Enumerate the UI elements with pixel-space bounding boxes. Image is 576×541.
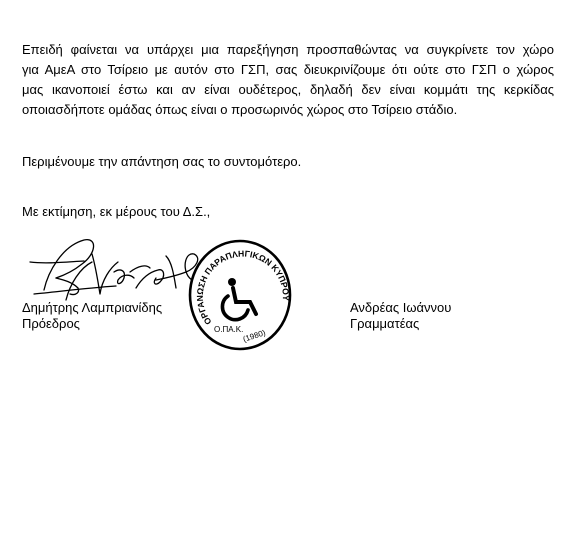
letter-paragraph-1 [22, 40, 554, 120]
paragraph-1-line-1: Επειδή φαίνεται να υπάρχει μια παρεξήγηση προσπαθώντας να συγκρίνετε τον χώρο [22, 42, 554, 57]
organisation-stamp [186, 238, 294, 352]
paragraph-1-line-3: μας ικανοποιεί έστω και αν είναι ουδέτερος, δηλαδή δεν είναι κομμάτι της κερκίδας [22, 82, 554, 97]
president-signature [26, 232, 211, 304]
left-signatory-name: Δημήτρης Λαμπριανίδης [22, 300, 163, 315]
right-signatory-name: Ανδρέας Ιωάννου [350, 300, 452, 315]
left-signatory [22, 300, 162, 332]
stamp-abbreviation: Ο.ΠΑ.Κ. [214, 325, 244, 334]
stamp-year: (1980) [241, 328, 267, 344]
paragraph-1-line-2: για ΑμεΑ στο Τσίρειο με αυτόν στο ΓΣΠ, σας διευκρινίζουμε ότι ούτε στο ΓΣΠ ο χώρος [22, 62, 554, 77]
right-signatory [350, 300, 451, 332]
right-signatory-title: Γραμματέας [350, 316, 420, 331]
letter-paragraph-2: Περιμένουμε την απάντηση σας το συντομότερο. [22, 154, 302, 169]
paragraph-1-line-4: οποιασδήποτε ομάδας όπως είναι ο προσωρινός χώρος στο Τσίρειο στάδιο. [22, 102, 458, 117]
stamp-ring-textpath: ΟΡΓΑΝΩΣΗ ΠΑΡΑΠΛΗΓΙΚΩΝ ΚΥΠΡΟΥ [194, 248, 291, 327]
left-signatory-title: Πρόεδρος [22, 316, 80, 331]
letter-closing: Με εκτίμηση, εκ μέρους του Δ.Σ., [22, 204, 211, 219]
